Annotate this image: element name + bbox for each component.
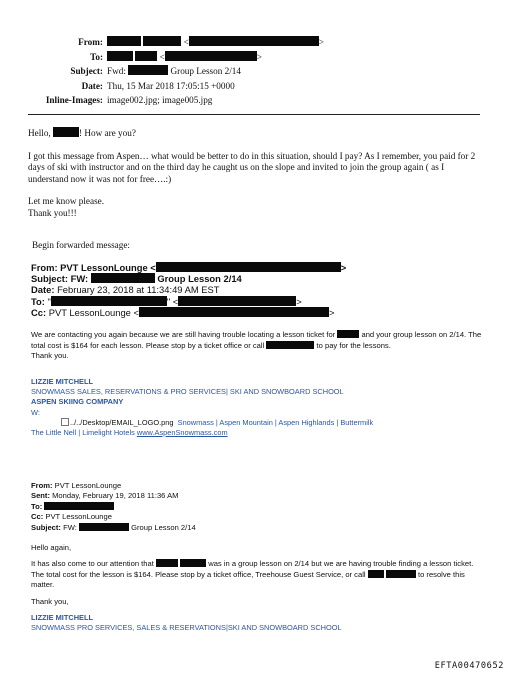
signature-links-row: The Little Nell | Limelight Hotels www.AspenSnowmass.com	[31, 428, 228, 438]
redaction	[143, 36, 181, 46]
redaction	[178, 296, 296, 306]
redaction	[156, 559, 178, 567]
earlier-cc-row: Cc: PVT LessonLounge	[31, 512, 112, 522]
earlier-from-row: From: PVT LessonLounge	[31, 481, 122, 490]
redaction	[135, 51, 157, 61]
fwd-subject-row: Subject: FW: Group Lesson 2/14	[31, 273, 242, 285]
signature-name: LIZZIE MITCHELL	[31, 613, 93, 622]
inline-images-value: image002.jpg; image005.jpg	[107, 95, 213, 106]
redaction	[139, 307, 329, 317]
forwarded-message	[31, 330, 483, 362]
bates-number: EFTA00470652	[434, 661, 504, 671]
redaction	[91, 273, 155, 283]
redaction	[266, 341, 314, 349]
resort-links[interactable]: Snowmass | Aspen Mountain | Aspen Highlands | Buttermilk	[177, 417, 374, 427]
redaction	[79, 523, 129, 531]
header-inline-images-row	[0, 93, 512, 108]
redaction	[128, 65, 168, 75]
forwarded-header	[31, 262, 481, 318]
redaction	[180, 559, 206, 567]
message-thanks: Thank you,	[31, 596, 69, 606]
header-from-row: From: < >	[0, 35, 512, 50]
redaction	[189, 36, 319, 46]
date-label: Date:	[81, 80, 103, 91]
signature-block	[31, 377, 483, 438]
email-header	[0, 35, 512, 108]
greeting: Hello, ! How are you?	[28, 128, 136, 138]
fwd-date-row: Date: February 23, 2018 at 11:34:49 AM EST	[31, 284, 220, 296]
earlier-to-row: To:	[31, 502, 481, 512]
body-paragraph: I got this message from Aspen… what would be better to do in this situation, should I pay? As I remember, you paid for 2 days of ski with instructor and on the third day he caught us on the slope and invited to join the group again ( as I understand now it was not for free….:)	[28, 150, 476, 184]
redaction	[51, 296, 167, 306]
redaction	[156, 262, 341, 272]
signature-phone: W:	[31, 407, 40, 417]
fwd-from-row: From: PVT LessonLounge < >	[31, 262, 347, 273]
message-greeting: Hello again,	[31, 543, 72, 552]
signature-title: SNOWMASS PRO SERVICES, SALES & RESERVATIONS|SKI AND SNOWBOARD SCHOOL	[31, 623, 342, 633]
earlier-message	[31, 543, 483, 613]
inline-images-label: Inline-Images:	[45, 95, 103, 106]
to-label: To:	[90, 51, 103, 62]
closing: Let me know please. Thank you!!!	[28, 196, 105, 218]
website-link[interactable]: www.AspenSnowmass.com	[136, 428, 228, 438]
earlier-header	[31, 481, 481, 533]
redaction	[44, 502, 114, 510]
redaction	[165, 51, 257, 61]
earlier-subject-row: Subject: FW: Group Lesson 2/14	[31, 522, 196, 532]
logo-path: ../../Desktop/EMAIL_LOGO.png	[70, 417, 174, 427]
signature-block-2	[31, 613, 342, 634]
signature-title: SNOWMASS SALES, RESERVATIONS & PRO SERVICES| SKI AND SNOWBOARD SCHOOL	[31, 387, 344, 397]
fwd-cc-row: Cc: PVT LessonLounge < >	[31, 306, 335, 318]
subject-label: Subject:	[70, 66, 103, 77]
forwarded-intro: Begin forwarded message:	[32, 240, 130, 250]
header-date-row	[0, 79, 512, 94]
message-body	[28, 127, 486, 231]
date-value: Thu, 15 Mar 2018 17:05:15 +0000	[107, 80, 235, 91]
redaction	[107, 51, 133, 61]
earlier-sent-row: Sent: Monday, February 19, 2018 11:36 AM	[31, 491, 179, 501]
signature-company: ASPEN SKIING COMPANY	[31, 397, 124, 407]
redaction	[337, 330, 359, 338]
from-label: From:	[78, 37, 103, 47]
message-text: We are contacting you again because we are still having trouble locating a lesson ticket for and your group lesson on 2/14. The total cost is $164 for each lesson. Please stop by a ticket office or call to pay for the lessons.	[31, 330, 482, 350]
redaction	[107, 36, 141, 46]
signature-logo-row	[31, 418, 483, 428]
header-to-row: To: < >	[0, 50, 512, 65]
header-subject-row: Subject: Fwd: Group Lesson 2/14	[0, 64, 512, 79]
redaction	[386, 570, 416, 578]
redaction	[368, 570, 384, 578]
broken-image-icon	[61, 418, 69, 426]
header-divider	[28, 114, 480, 115]
message-text: It has also come to our attention that was in a group lesson on 2/14 but we are having trouble finding a lesson ticket. The total cost for the lesson is $164. Please stop by a ticket office, Treehouse Guest Service, or call to resolve this matter.	[31, 559, 474, 590]
redaction	[53, 127, 79, 137]
message-thanks: Thank you.	[31, 351, 69, 361]
fwd-to-row: To: " " < >	[31, 295, 302, 307]
signature-name: LIZZIE MITCHELL	[31, 377, 93, 386]
